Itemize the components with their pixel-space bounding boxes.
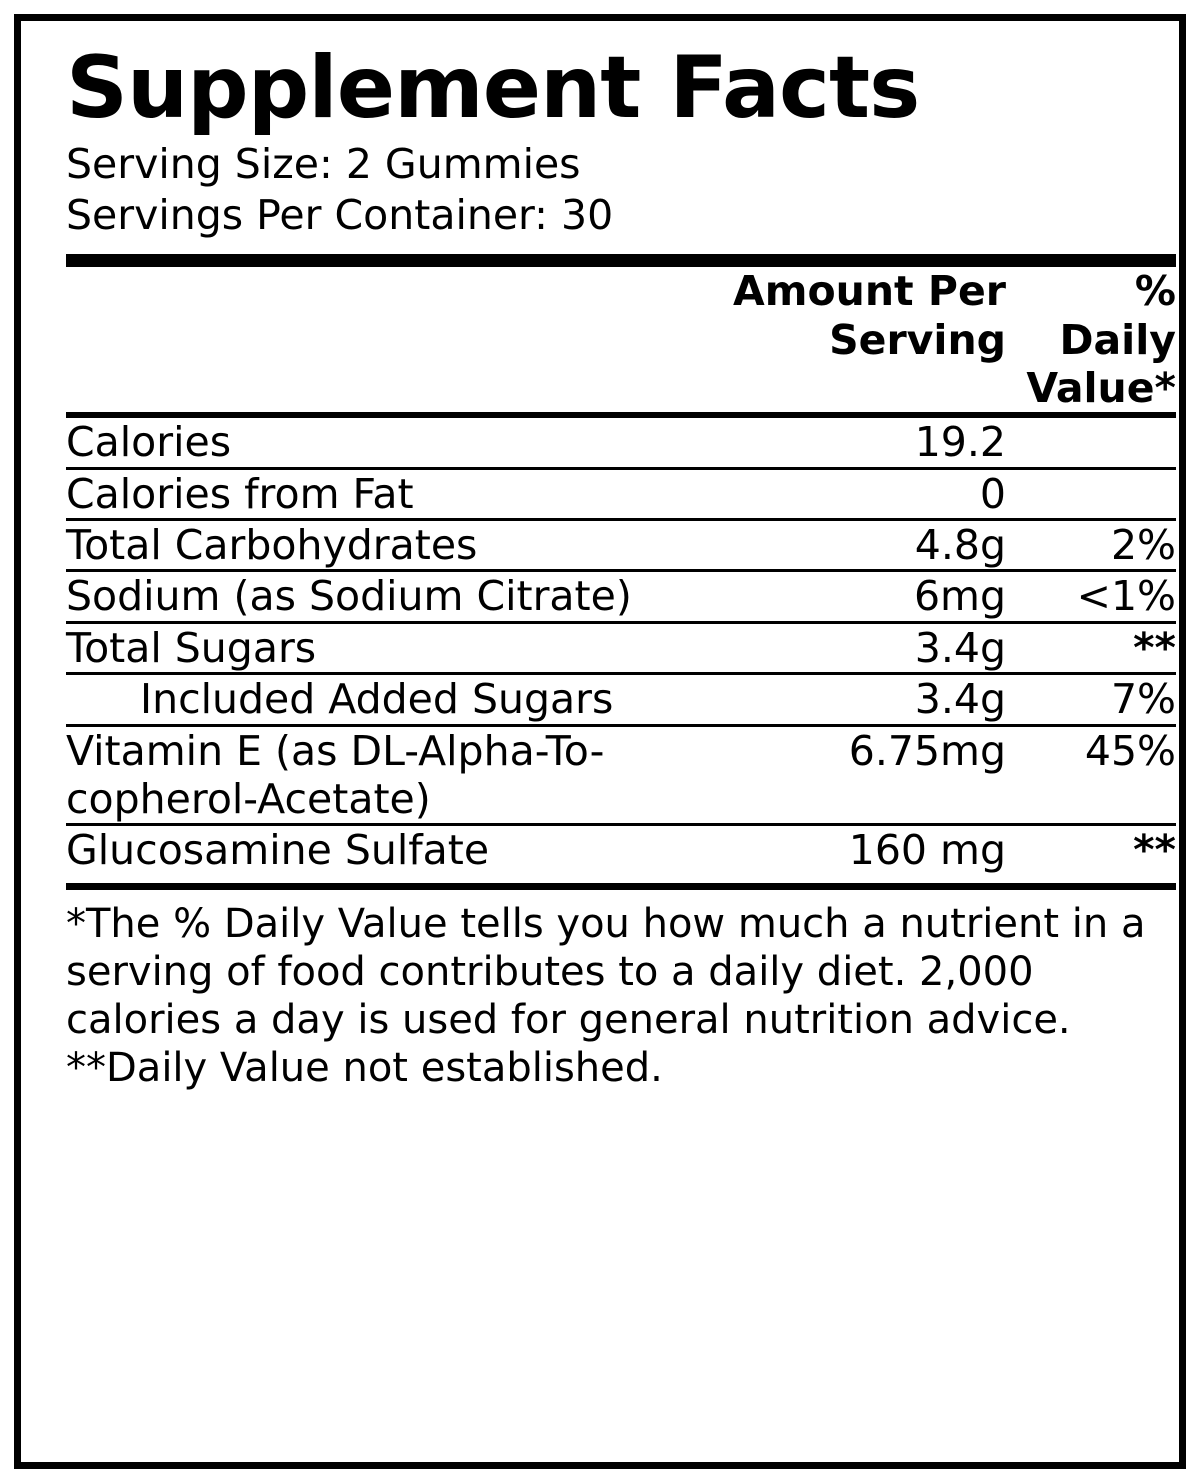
row-daily-value bbox=[1006, 418, 1176, 466]
row-daily-value: 7% bbox=[1110, 675, 1176, 724]
footnote-daily-value: *The % Daily Value tells you how much a nutrient in a serving of food contributes to a daily diet. 2,000 calories a day is used for general nutrition advice. bbox=[66, 900, 1146, 1043]
row-daily-value bbox=[1006, 470, 1176, 518]
row-daily-value: <1% bbox=[1076, 572, 1176, 621]
row-daily-value: ** bbox=[1133, 826, 1176, 875]
row-name: Included Added Sugars bbox=[140, 675, 614, 724]
header-dv-line2: Value* bbox=[1026, 363, 1176, 412]
footnotes bbox=[66, 900, 1176, 1092]
header-amount-per-serving bbox=[686, 267, 1006, 412]
row-name: Calories from Fat bbox=[66, 469, 414, 518]
serving-size-text: Serving Size: 2 Gummies bbox=[66, 140, 581, 189]
row-name: Total Carbohydrates bbox=[66, 521, 478, 570]
table-row bbox=[66, 675, 1176, 723]
header-daily-value bbox=[1006, 267, 1176, 412]
supplement-facts-panel bbox=[14, 14, 1186, 1469]
row-amount: 6.75mg bbox=[848, 726, 1006, 775]
row-daily-value: ** bbox=[1133, 623, 1176, 672]
supplement-facts-content bbox=[66, 38, 1176, 1092]
row-amount: 6mg bbox=[913, 572, 1006, 621]
table-row bbox=[66, 418, 1176, 466]
row-name: Calories bbox=[66, 418, 232, 467]
header-amount-line1: Amount Per bbox=[733, 267, 1006, 316]
table-row bbox=[66, 572, 1176, 620]
row-name: Vitamin E (as DL-Alpha-To-copherol-Acetate) bbox=[66, 726, 605, 823]
row-name: Sodium (as Sodium Citrate) bbox=[66, 572, 632, 621]
header-amount-line2: Serving bbox=[829, 315, 1006, 364]
row-daily-value: 2% bbox=[1110, 521, 1176, 570]
footnote-not-established: **Daily Value not established. bbox=[66, 1044, 663, 1091]
table-row bbox=[66, 521, 1176, 569]
row-daily-value: 45% bbox=[1084, 726, 1176, 775]
row-amount: 160 mg bbox=[848, 826, 1006, 875]
divider-bottom bbox=[66, 883, 1176, 890]
row-amount: 3.4g bbox=[914, 623, 1006, 672]
table-row bbox=[66, 624, 1176, 672]
row-amount: 4.8g bbox=[914, 521, 1006, 570]
row-amount: 0 bbox=[979, 469, 1006, 518]
servings-per-container-text: Servings Per Container: 30 bbox=[66, 190, 614, 239]
table-row bbox=[66, 727, 1176, 824]
divider-thick-top bbox=[66, 254, 1176, 267]
row-name: Glucosamine Sulfate bbox=[66, 826, 490, 875]
row-name: Total Sugars bbox=[66, 623, 317, 672]
table-header-row bbox=[66, 267, 1176, 412]
row-amount: 3.4g bbox=[914, 675, 1006, 724]
page-title: Supplement Facts bbox=[66, 38, 920, 138]
header-blank bbox=[66, 267, 686, 412]
nutrition-table bbox=[66, 267, 1176, 875]
table-row bbox=[66, 826, 1176, 874]
row-amount: 19.2 bbox=[914, 418, 1006, 467]
table-row bbox=[66, 470, 1176, 518]
header-dv-line1: % Daily bbox=[1059, 267, 1176, 364]
